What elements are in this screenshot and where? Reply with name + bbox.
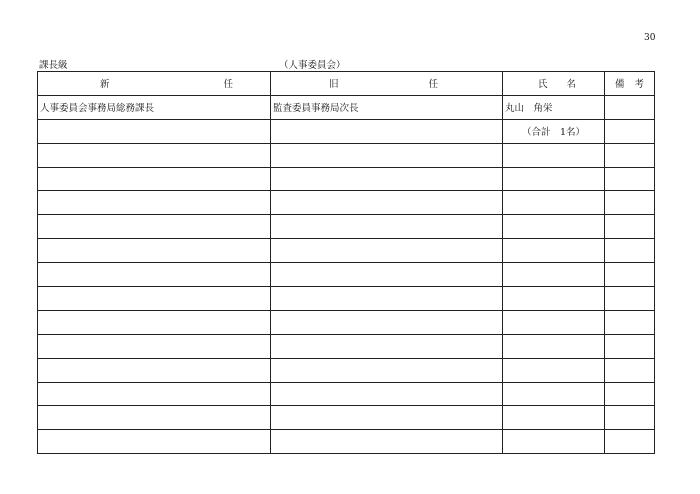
header-remarks-char-2: 考 [634, 79, 644, 91]
cell-old-post [271, 287, 503, 311]
cell-old-post [271, 119, 503, 143]
table-row [38, 95, 655, 119]
cell-new-post [38, 430, 271, 454]
cell-name: 丸山 角栄 [503, 95, 605, 119]
cell-new-post [38, 310, 271, 334]
cell-name [503, 358, 605, 382]
cell-remarks [605, 382, 655, 406]
cell-new-post [38, 239, 271, 263]
cell-old-post [271, 215, 503, 239]
cell-remarks [605, 430, 655, 454]
cell-remarks [605, 215, 655, 239]
cell-old-post [271, 310, 503, 334]
cell-old-post [271, 143, 503, 167]
cell-remarks [605, 167, 655, 191]
table-header-row [38, 72, 655, 96]
header-old-post [271, 72, 503, 96]
header-new-post-char-2: 任 [223, 79, 233, 91]
cell-new-post [38, 119, 271, 143]
cell-new-post [38, 287, 271, 311]
page-number: 30 [644, 33, 656, 43]
cell-new-post [38, 167, 271, 191]
table-row [38, 430, 655, 454]
cell-name [503, 430, 605, 454]
cell-old-post [271, 382, 503, 406]
cell-name [503, 263, 605, 287]
header-new-post [38, 72, 271, 96]
cell-new-post [38, 263, 271, 287]
cell-name [503, 239, 605, 263]
header-old-post-char-1: 旧 [329, 79, 339, 91]
rank-label: 課長級 [39, 60, 68, 71]
cell-remarks [605, 263, 655, 287]
cell-remarks [605, 119, 655, 143]
cell-old-post [271, 239, 503, 263]
header-old-post-char-2: 任 [428, 79, 438, 91]
table-row [38, 119, 655, 143]
cell-name [503, 143, 605, 167]
cell-old-post [271, 167, 503, 191]
table-row [38, 191, 655, 215]
cell-old-post [271, 263, 503, 287]
table-row [38, 143, 655, 167]
cell-old-post [271, 406, 503, 430]
cell-name [503, 287, 605, 311]
cell-remarks [605, 334, 655, 358]
cell-name [503, 215, 605, 239]
table-row [38, 334, 655, 358]
cell-name [503, 191, 605, 215]
cell-remarks [605, 358, 655, 382]
cell-name [503, 310, 605, 334]
table-row [38, 382, 655, 406]
cell-new-post [38, 215, 271, 239]
table-row [38, 263, 655, 287]
header-remarks [605, 72, 655, 96]
cell-name [503, 334, 605, 358]
cell-remarks [605, 310, 655, 334]
header-name-char-2: 名 [566, 79, 576, 91]
cell-old-post [271, 430, 503, 454]
table-row [38, 406, 655, 430]
cell-name [503, 167, 605, 191]
personnel-table [37, 71, 655, 454]
cell-name [503, 406, 605, 430]
cell-total-count: （合計 1名） [503, 119, 605, 143]
header-new-post-char-1: 新 [100, 79, 110, 91]
cell-new-post: 人事委員会事務局総務課長 [38, 95, 271, 119]
cell-new-post [38, 358, 271, 382]
header-remarks-char-1: 備 [615, 79, 625, 91]
table-row [38, 310, 655, 334]
cell-remarks [605, 191, 655, 215]
department-label: （人事委員会） [279, 60, 346, 71]
table-row [38, 358, 655, 382]
cell-new-post [38, 406, 271, 430]
cell-new-post [38, 382, 271, 406]
table-row [38, 167, 655, 191]
cell-remarks [605, 95, 655, 119]
header-name [503, 72, 605, 96]
table-row [38, 215, 655, 239]
cell-remarks [605, 143, 655, 167]
cell-remarks [605, 239, 655, 263]
cell-remarks [605, 406, 655, 430]
cell-remarks [605, 287, 655, 311]
cell-name [503, 382, 605, 406]
cell-new-post [38, 191, 271, 215]
cell-old-post [271, 334, 503, 358]
cell-new-post [38, 334, 271, 358]
header-name-char-1: 氏 [538, 79, 548, 91]
cell-old-post: 監査委員事務局次長 [271, 95, 503, 119]
cell-old-post [271, 358, 503, 382]
table-row [38, 287, 655, 311]
cell-new-post [38, 143, 271, 167]
table-row [38, 239, 655, 263]
cell-old-post [271, 191, 503, 215]
